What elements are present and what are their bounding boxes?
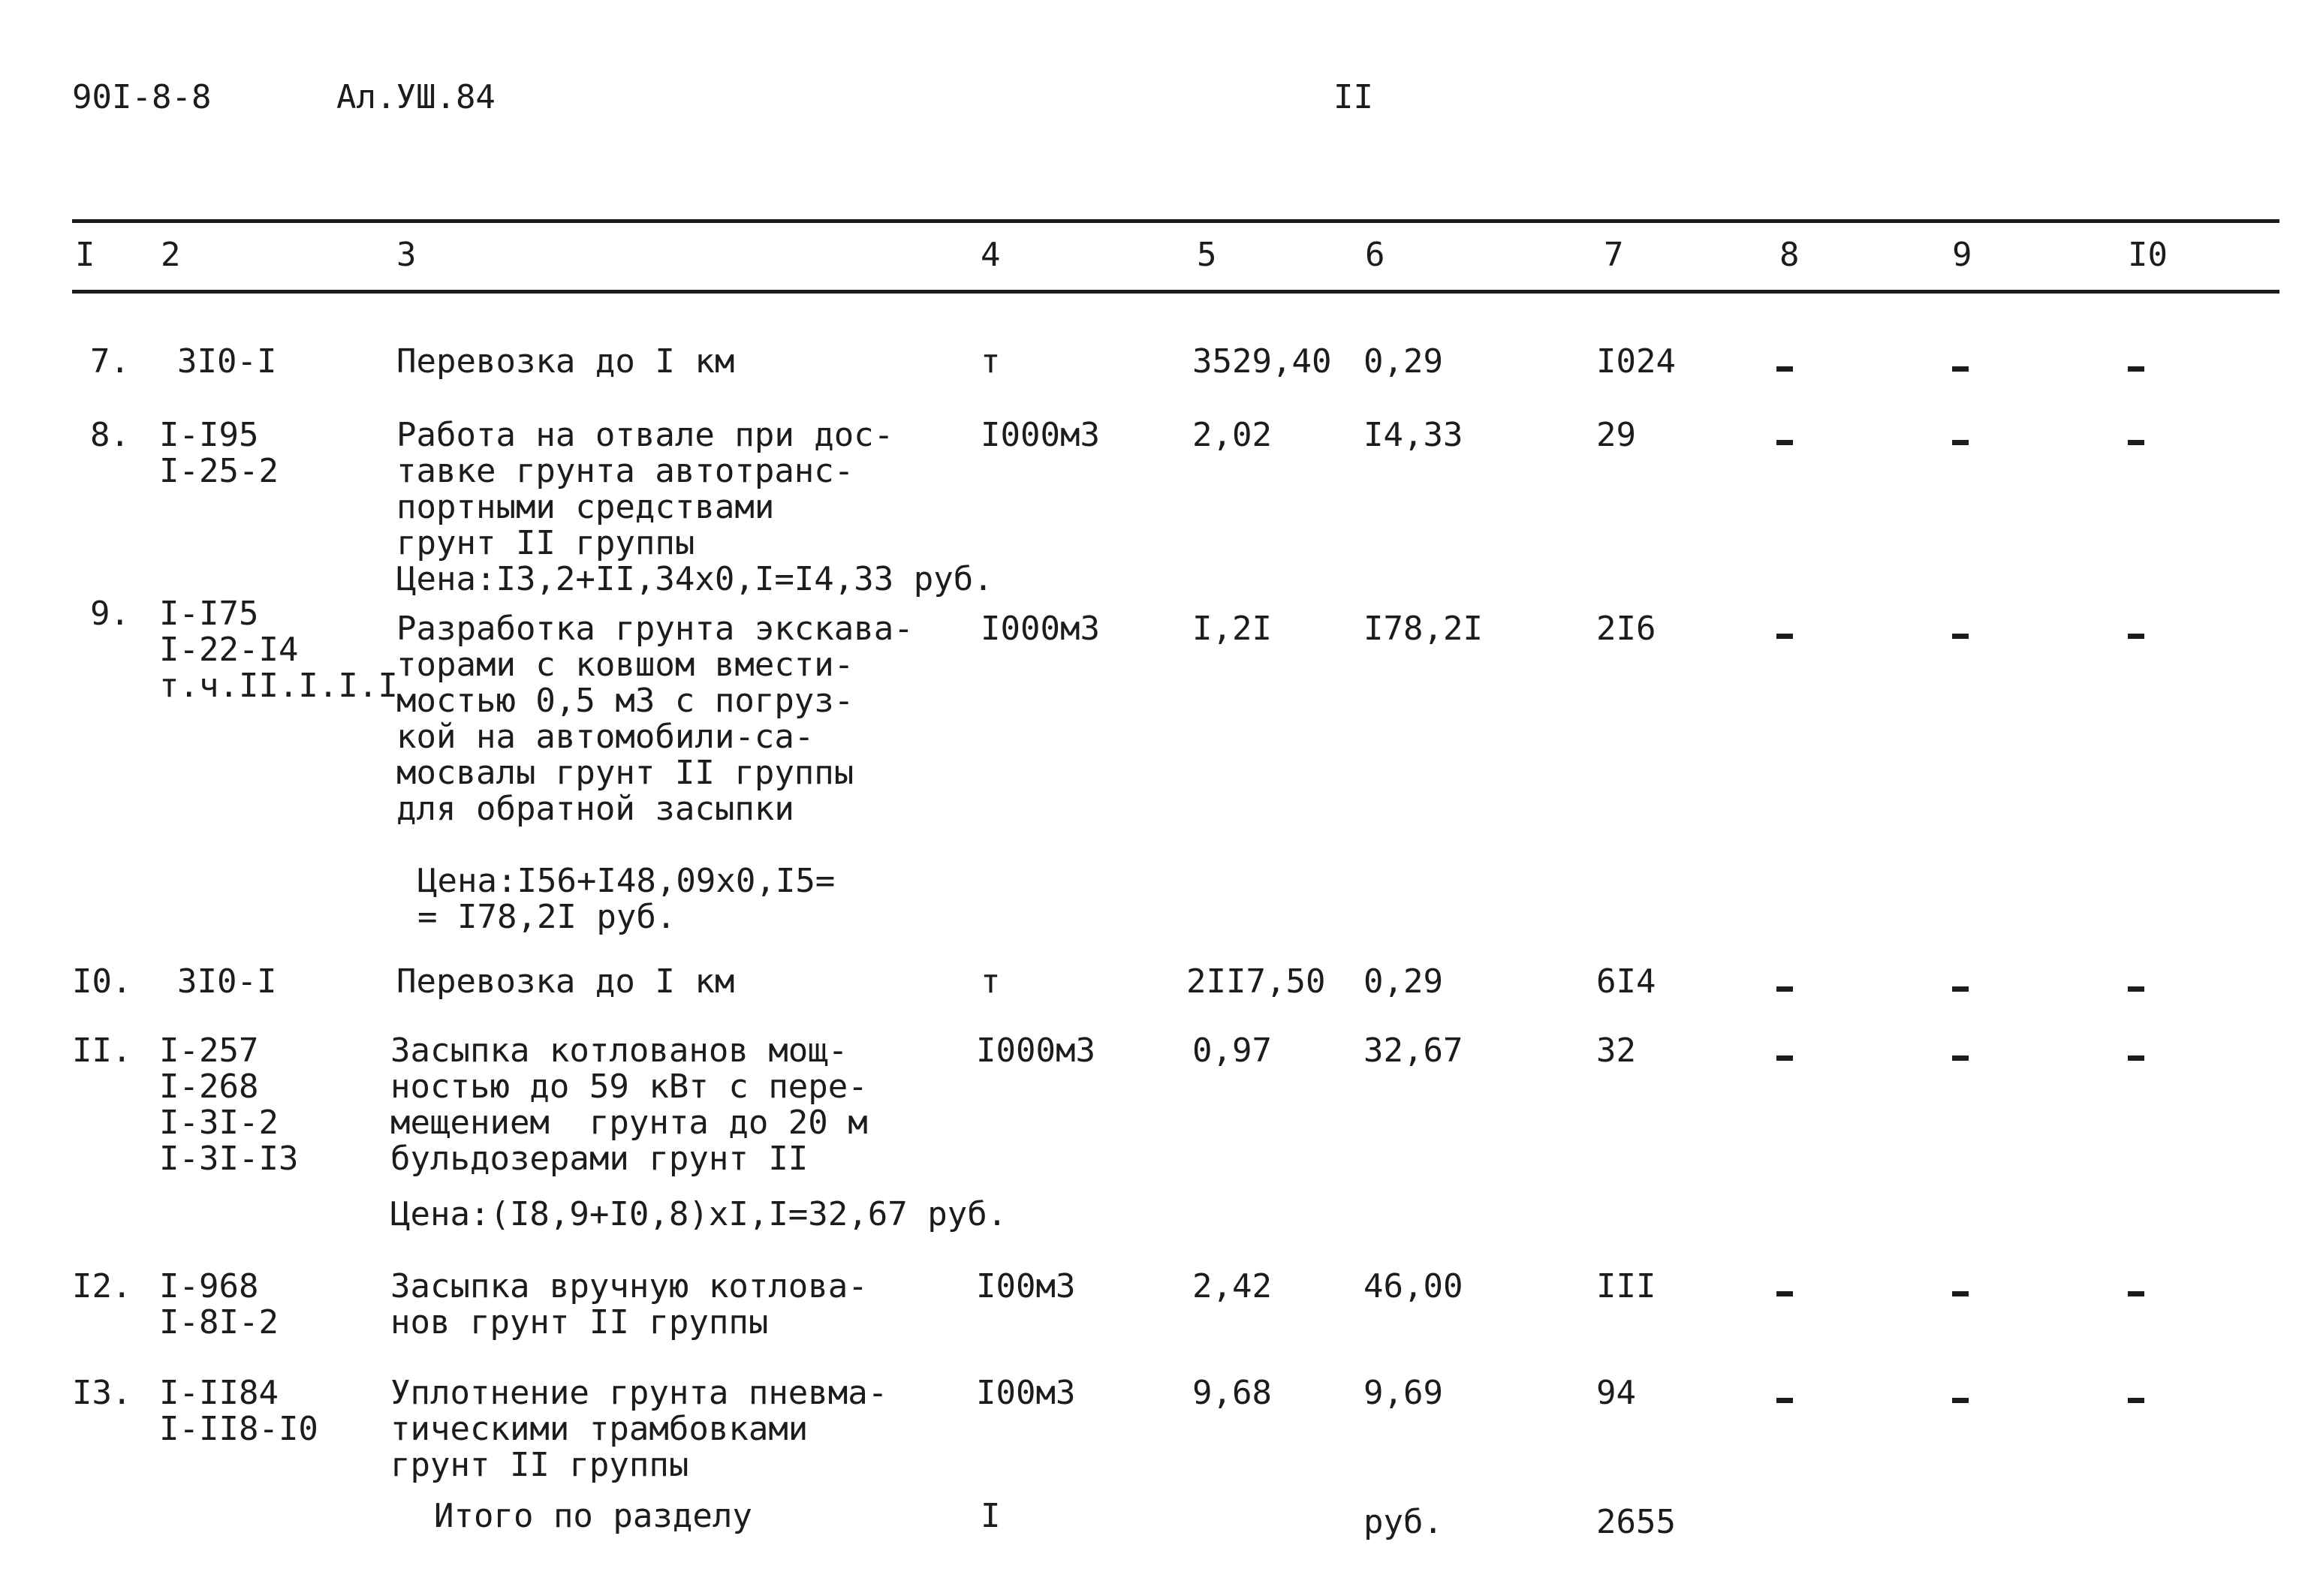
norm-code: 3I0-I [177,962,277,1001]
column-number: 2 [161,236,181,274]
quantity: 2II7,50 [1186,962,1326,1001]
column-number: I0 [2128,236,2168,274]
dash-mark [1952,366,1969,372]
norm-code: I-257 I-268 I-3I-2 I-3I-I3 [159,1031,299,1178]
work-description: Работа на отвале при дос- тавке грунта автотранс- портными средствами грунт II группы Цена:I3,2+II,34х0,I=I4,33 руб. [396,416,993,598]
norm-code: I-968 I-8I-2 [159,1267,279,1342]
unit: I00м3 [976,1267,1076,1305]
norm-code: 3I0-I [177,342,277,381]
price-calculation: Цена:I56+I48,09х0,I5= = I78,2I руб. [417,862,836,936]
currency-label: руб. [1363,1503,1443,1541]
unit-price: 0,29 [1363,342,1443,381]
unit: I000м3 [976,1031,1095,1070]
dash-mark [1952,986,1969,992]
dash-mark [1776,1398,1793,1403]
column-number: 6 [1365,236,1385,274]
row-number: 9. [90,595,130,633]
row-number: 8. [90,416,130,454]
norm-code: I-II84 I-II8-I0 [159,1374,318,1448]
unit: I000м3 [981,416,1100,454]
section-number: I [981,1497,1001,1535]
work-description: Перевозка до I км [396,342,735,381]
column-number: 9 [1952,236,1972,274]
total-cost: 29 [1596,416,1636,454]
dash-mark [1776,366,1793,372]
unit-price: 0,29 [1363,962,1443,1001]
dash-mark [1952,634,1969,639]
column-number: 3 [396,236,417,274]
unit-price: I78,2I [1363,610,1483,648]
unit-price: 46,00 [1363,1267,1463,1305]
unit: т [981,962,1001,1001]
total-cost: III [1596,1267,1656,1305]
dash-mark [1776,1291,1793,1296]
album-number: Ал.УШ.84 [336,78,496,116]
dash-mark [1776,634,1793,639]
dash-mark [1952,440,1969,445]
header-top-rule [72,219,2279,223]
quantity: 0,97 [1192,1031,1272,1070]
work-description: Засыпка вручную котлова- нов грунт II группы [390,1267,868,1342]
dash-mark [1776,440,1793,445]
dash-mark [1952,1398,1969,1403]
total-cost: 32 [1596,1031,1636,1070]
row-number: 7. [90,342,130,381]
document-code: 90I-8-8 [72,78,212,116]
dash-mark [2128,1055,2144,1061]
quantity: 3529,40 [1192,342,1332,381]
column-number: 5 [1197,236,1217,274]
quantity: 2,42 [1192,1267,1272,1305]
row-number: I0. [72,962,132,1001]
work-description: Разработка грунта экскава- торами с ковшом вмести- мостью 0,5 м3 с погруз- кой на автомобили-са- мосвалы грунт II группы для обратной засыпки [396,610,914,828]
dash-mark [2128,440,2144,445]
header-bottom-rule [72,290,2279,294]
price-calculation: Цена:(I8,9+I0,8)хI,I=32,67 руб. [390,1195,1008,1233]
total-cost: 94 [1596,1374,1636,1412]
dash-mark [2128,986,2144,992]
total-cost: 6I4 [1596,962,1656,1001]
total-cost: I024 [1596,342,1676,381]
row-number: I3. [72,1374,132,1412]
norm-code: I-I95 I-25-2 [159,416,279,490]
row-number: II. [72,1031,132,1070]
column-number: 8 [1779,236,1800,274]
section-total-label: Итого по разделу [434,1497,752,1535]
dash-mark [1952,1291,1969,1296]
unit-price: 9,69 [1363,1374,1443,1412]
dash-mark [1776,986,1793,992]
column-number: 7 [1604,236,1624,274]
quantity: I,2I [1192,610,1272,648]
row-number: I2. [72,1267,132,1305]
unit: I00м3 [976,1374,1076,1412]
column-number: 4 [981,236,1001,274]
unit: т [981,342,1001,381]
dash-mark [2128,1291,2144,1296]
work-description: Засыпка котлованов мощ- ностью до 59 кВт с пере- мещением грунта до 20 м бульдозерами грунт II [390,1031,868,1178]
section-total-value: 2655 [1596,1503,1676,1541]
quantity: 2,02 [1192,416,1272,454]
dash-mark [1952,1055,1969,1061]
total-cost: 2I6 [1596,610,1656,648]
unit-price: 32,67 [1363,1031,1463,1070]
dash-mark [2128,366,2144,372]
dash-mark [1776,1055,1793,1061]
work-description: Перевозка до I км [396,962,735,1001]
dash-mark [2128,634,2144,639]
norm-code: I-I75 I-22-I4 т.ч.II.I.I.I [159,595,398,705]
column-number: I [75,236,95,274]
dash-mark [2128,1398,2144,1403]
unit-price: I4,33 [1363,416,1463,454]
unit: I000м3 [981,610,1100,648]
quantity: 9,68 [1192,1374,1272,1412]
work-description: Уплотнение грунта пневма- тическими трамбовками грунт II группы [390,1374,888,1484]
page-number: II [1333,78,1373,116]
